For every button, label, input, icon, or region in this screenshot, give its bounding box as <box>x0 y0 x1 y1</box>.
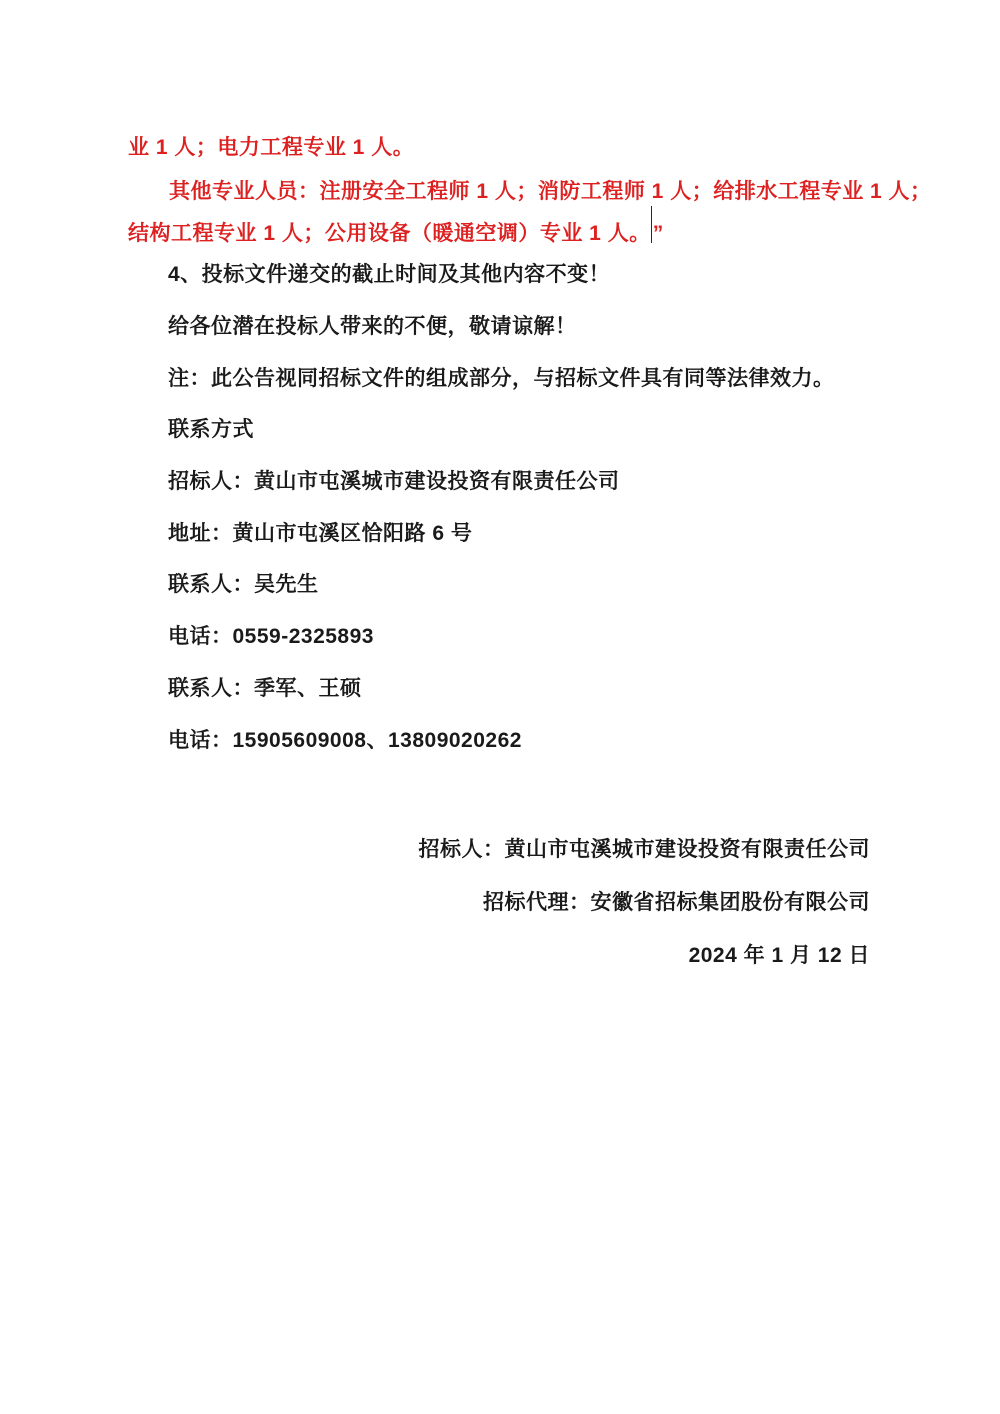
contact-address-line: 地址：黄山市屯溪区恰阳路 6 号 <box>168 522 473 545</box>
signature-agent-line: 招标代理：安徽省招标集团股份有限公司 <box>483 891 870 914</box>
amendment-line-3 <box>128 222 664 246</box>
signature-date-line: 2024 年 1 月 12 日 <box>688 944 870 967</box>
signature-tenderer-line: 招标人：黄山市屯溪城市建设投资有限责任公司 <box>418 838 870 861</box>
contact-person-2-line: 联系人：季军、王硕 <box>168 677 362 700</box>
apology-line: 给各位潜在投标人带来的不便，敬请谅解！ <box>168 315 577 338</box>
contact-phone-1-line: 电话：0559-2325893 <box>168 625 374 648</box>
contact-person-1-line: 联系人：吴先生 <box>168 573 319 596</box>
amendment-line-3-text: 结构工程专业 1 人；公用设备（暖通空调）专业 1 人。 <box>128 222 651 245</box>
amendment-line-1: 业 1 人；电力工程专业 1 人。 <box>128 136 415 159</box>
contact-heading: 联系方式 <box>168 418 254 441</box>
item-4-line: 4、投标文件递交的截止时间及其他内容不变！ <box>168 263 611 286</box>
text-cursor <box>651 238 653 240</box>
amendment-line-2: 其他专业人员：注册安全工程师 1 人；消防工程师 1 人；给排水工程专业 1 人； <box>169 180 932 203</box>
legal-note-line: 注：此公告视同招标文件的组成部分，与招标文件具有同等法律效力。 <box>168 367 835 390</box>
contact-tenderer-line: 招标人：黄山市屯溪城市建设投资有限责任公司 <box>168 470 620 493</box>
contact-phone-2-line: 电话：15905609008、13809020262 <box>168 729 522 752</box>
amendment-closing-quote: ” <box>652 222 664 245</box>
